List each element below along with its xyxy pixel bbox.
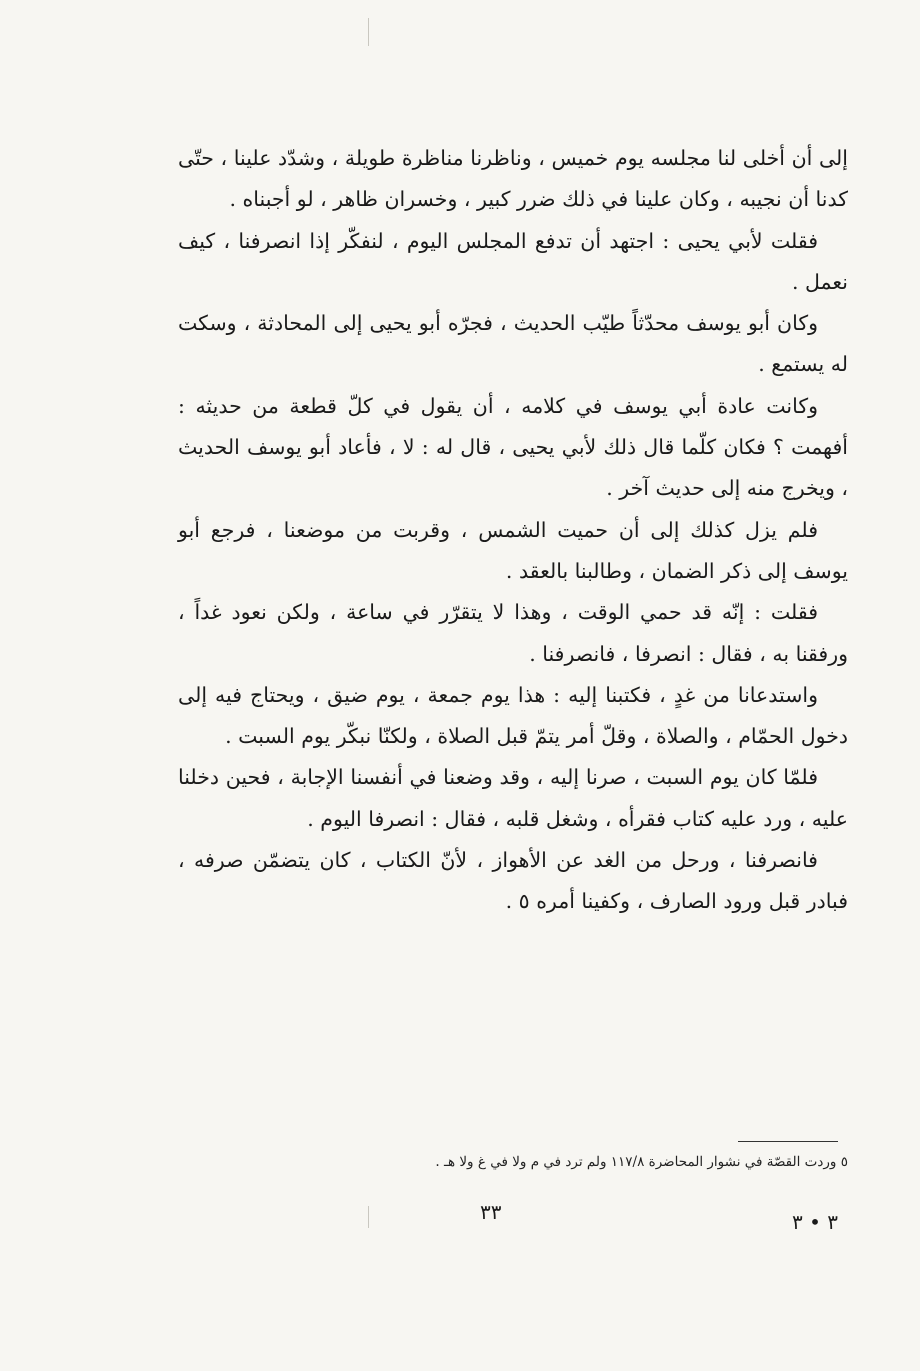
paragraph: إلى أن أخلى لنا مجلسه يوم خميس ، وناظرنا مناظرة طويلة ، وشدّد علينا ، حتّى كدنا أن نجيبه ، وكان علينا في ذلك ضرر كبير ، وخسران ظاهر ، لو أجبناه .: [178, 146, 848, 212]
footnote-rule: [738, 1141, 838, 1142]
paragraph: واستدعانا من غدٍ ، فكتبنا إليه : هذا يوم جمعة ، يوم ضيق ، ويحتاج فيه إلى دخول الحمّام ، والصلاة ، وقلّ أمر يتمّ قبل الصلاة ، ولكنّا نبكّر يوم السبت .: [178, 682, 848, 749]
footnote: ٥ وردت القصّة في نشوار المحاضرة ١١٧/٨ ولم ترد في م ولا في غ ولا هـ .: [435, 1154, 848, 1170]
page-number: ٣٣: [480, 1200, 502, 1224]
gutter-mark: [368, 18, 369, 46]
folio-mark: [368, 1206, 369, 1228]
signature-mark: ٣ • ٣: [791, 1210, 838, 1234]
paragraph: فلم يزل كذلك إلى أن حميت الشمس ، وقربت من موضعنا ، فرجع أبو يوسف إلى ذكر الضمان ، وطالبنا بالعقد .: [178, 517, 848, 583]
paragraph: فقلت لأبي يحيى : اجتهد أن تدفع المجلس اليوم ، لنفكّر إذا انصرفنا ، كيف نعمل .: [178, 228, 848, 294]
paragraph: فانصرفنا ، ورحل من الغد عن الأهواز ، لأنّ الكتاب ، كان يتضمّن صرفه ، فبادر قبل ورود الصارف ، وكفينا أمره ٥ .: [178, 848, 848, 914]
paragraph: وكانت عادة أبي يوسف في كلامه ، أن يقول في كلّ قطعة من حديثه : أفهمت ؟ فكان كلّما قال ذلك لأبي يحيى ، قال له : لا ، فأعاد أبو يوسف الحديث ، ويخرج منه إلى حديث آخر .: [178, 393, 848, 501]
paragraph: فلمّا كان يوم السبت ، صرنا إليه ، وقد وضعنا في أنفسنا الإجابة ، فحين دخلنا عليه ، ورد عليه كتاب فقرأه ، وشغل قلبه ، فقال : انصرفا اليوم .: [178, 765, 848, 831]
main-text: [178, 138, 848, 923]
paragraph: فقلت : إنّه قد حمي الوقت ، وهذا لا يتقرّر في ساعة ، ولكن نعود غداً ، ورفقنا به ، فقال : انصرفا ، فانصرفنا .: [178, 600, 848, 666]
paragraph: وكان أبو يوسف محدّثاً طيّب الحديث ، فجرّه أبو يحيى إلى المحادثة ، وسكت له يستمع .: [178, 311, 848, 377]
